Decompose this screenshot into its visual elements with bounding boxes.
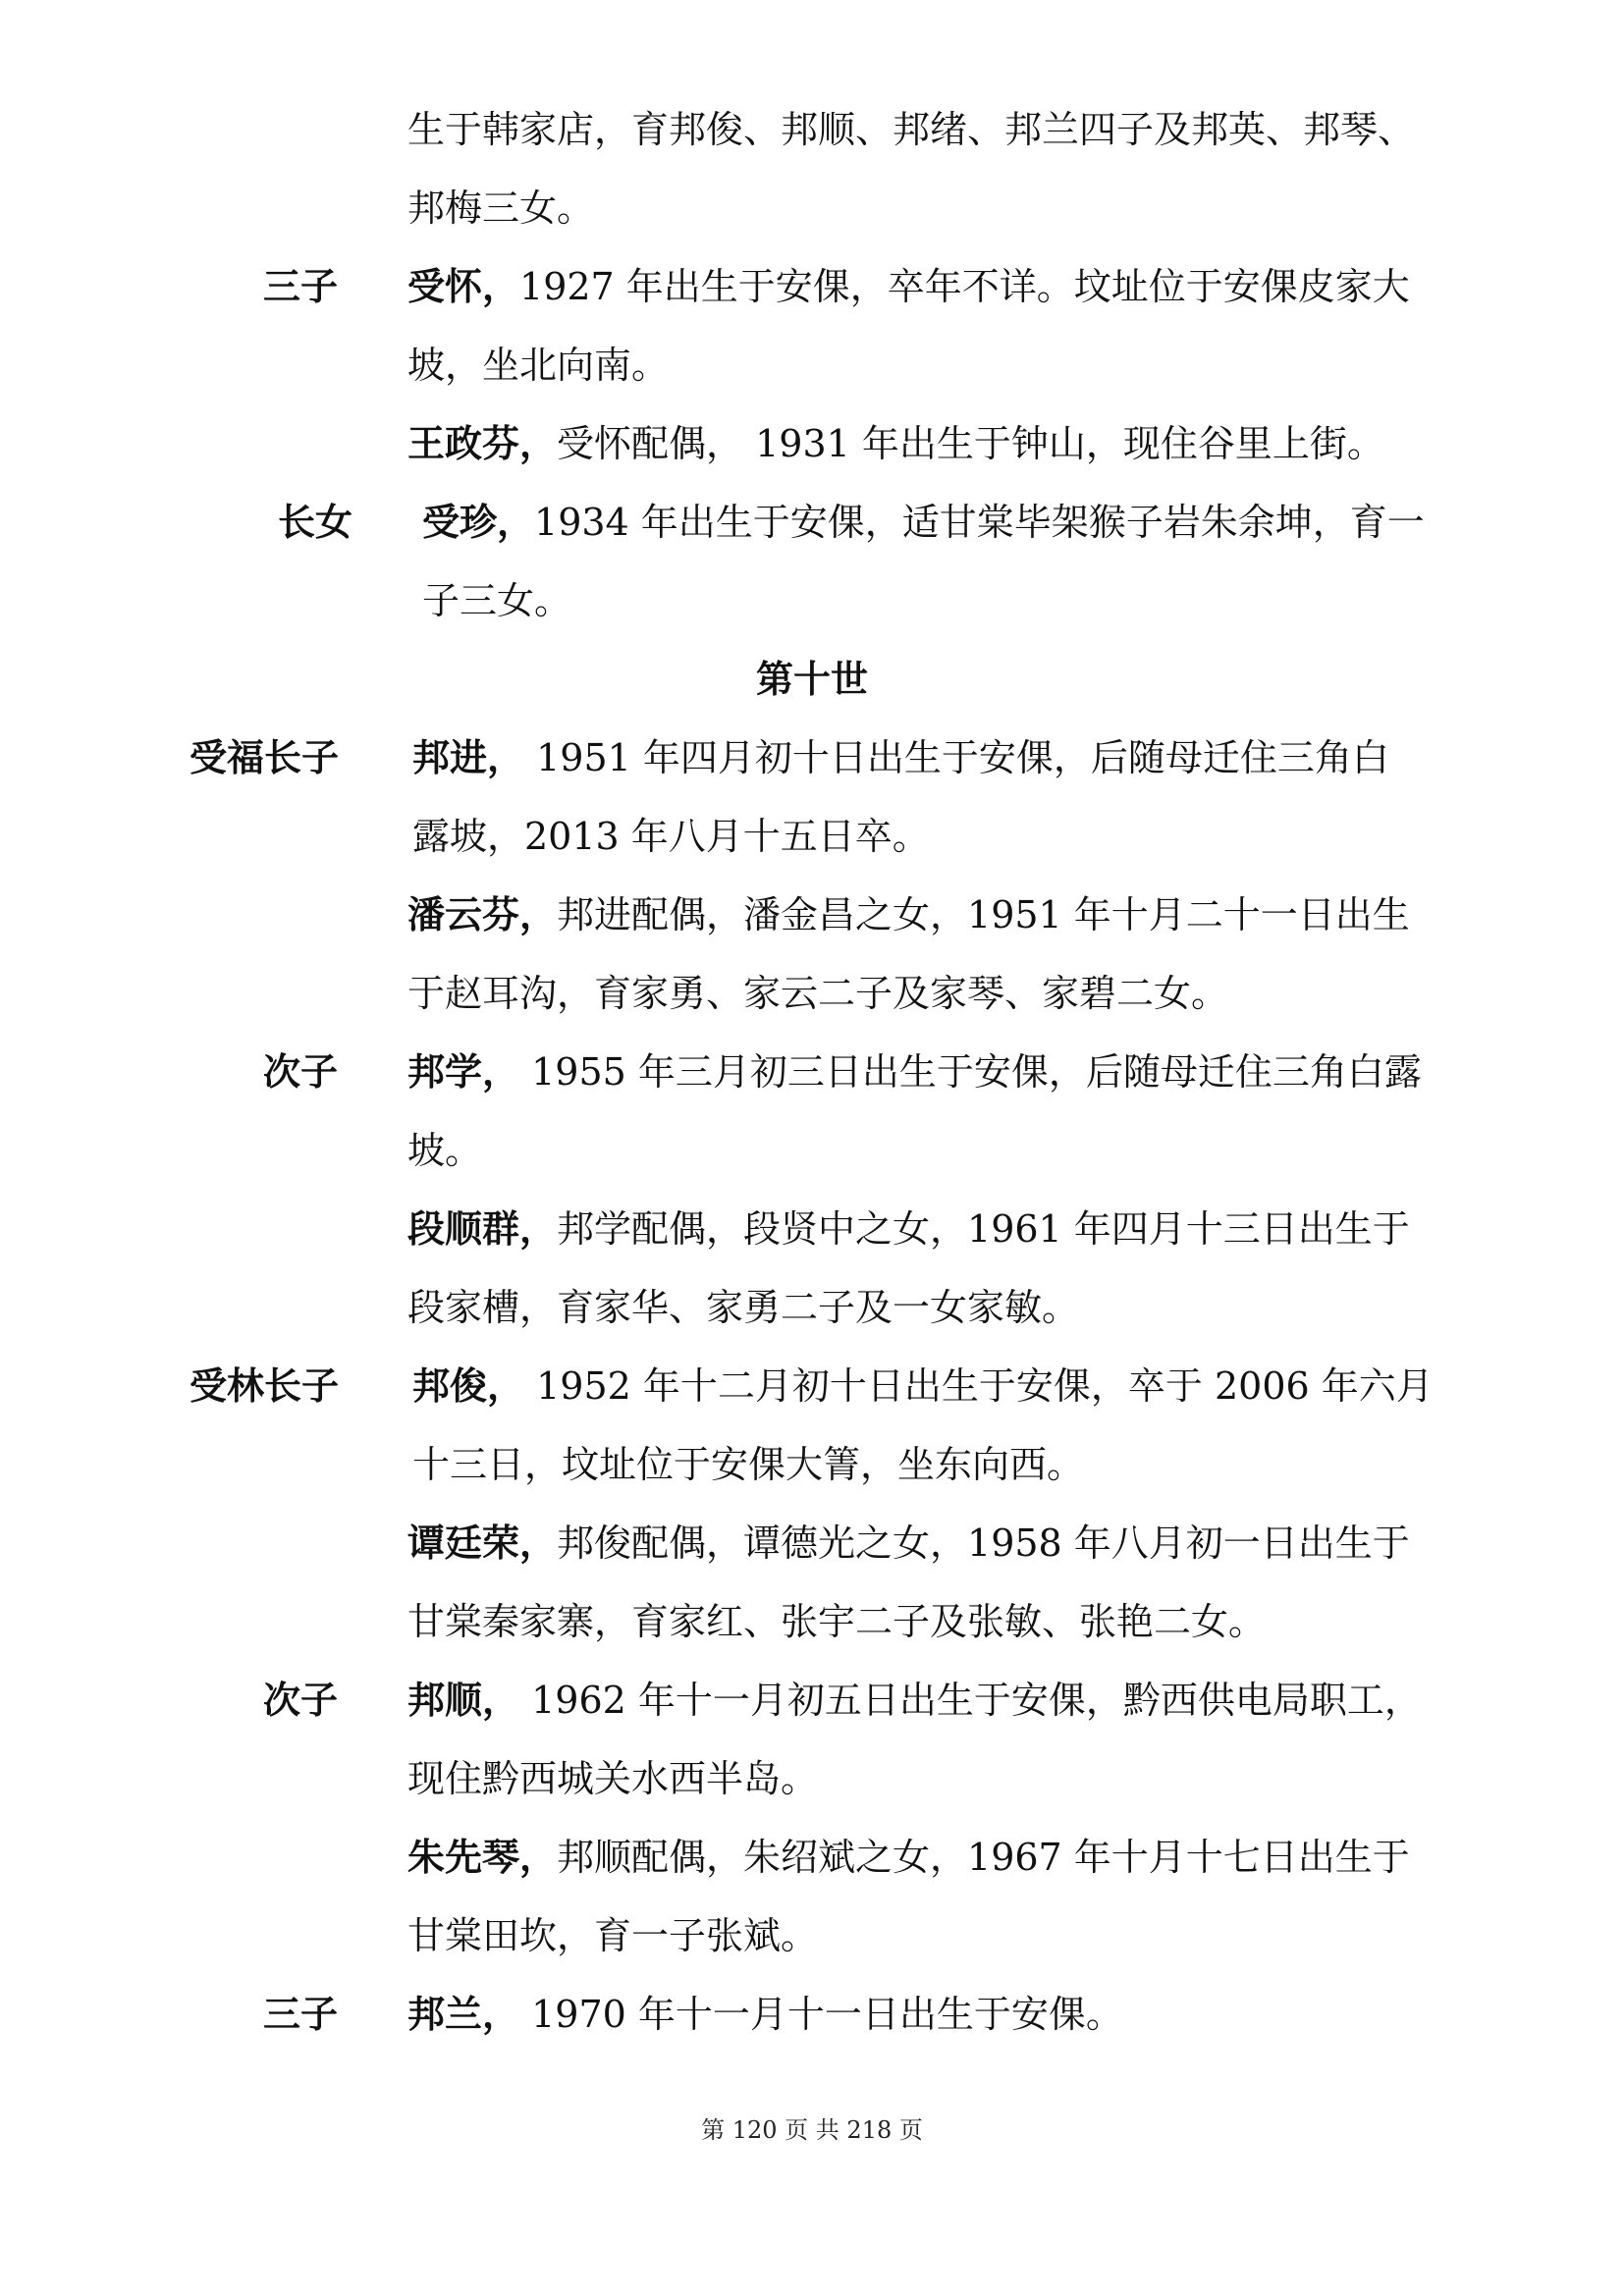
person-name: 邦兰，: [407, 1992, 520, 2036]
spouse-line: [0, 876, 1624, 954]
person-name: 邦学，: [407, 1049, 520, 1094]
person-name: 王政芬，: [407, 421, 558, 465]
text-line: [0, 561, 1624, 640]
person-name: 谭廷荣，: [407, 1521, 558, 1565]
relation-label: 受福长子: [189, 735, 340, 779]
entry-detail: 1951 年四月初十日出生于安倮，后随母迁住三角白: [524, 736, 1389, 779]
text-line: [0, 954, 1624, 1033]
spouse-line: [0, 1190, 1624, 1268]
person-name: 潘云芬，: [407, 892, 558, 936]
entry-text: [407, 1661, 1422, 1739]
spouse-line: [0, 1504, 1624, 1582]
relation-label: 长女: [278, 500, 353, 544]
relation-label: 次子: [263, 1049, 339, 1094]
text-line: [0, 1896, 1624, 1975]
entry-text: [407, 1975, 1123, 2054]
entry-text: [407, 404, 1384, 483]
line-text: 于赵耳沟，育家勇、家云二子及家琴、家碧二女。: [407, 972, 1229, 1015]
entry-detail: 1952 年十二月初十日出生于安倮，卒于 2006 年六月: [524, 1364, 1434, 1408]
line-text: 段家槽，育家华、家勇二子及一女家敏。: [407, 1286, 1080, 1329]
text-line: [0, 1425, 1624, 1504]
entry-text: [407, 1190, 1410, 1268]
spouse-line: [0, 404, 1624, 483]
entry-line: [0, 1661, 1624, 1739]
line-text: 露坡，2013 年八月十五日卒。: [412, 815, 930, 858]
line-text: 生于韩家店，育邦俊、邦顺、邦绪、邦兰四子及邦英、邦琴、: [407, 108, 1416, 151]
entry-text: [407, 247, 1410, 326]
person-name: 受怀，: [407, 264, 520, 308]
person-name: 邦顺，: [407, 1678, 520, 1722]
entry-detail: 1962 年十一月初五日出生于安倮，黔西供电局职工，: [519, 1679, 1422, 1722]
entry-detail: 受怀配偶， 1931 年出生于钟山，现住谷里上街。: [557, 422, 1384, 465]
person-name: 邦进，: [412, 735, 525, 779]
entry-text: [412, 1347, 1434, 1425]
page-footer: 第 120 页 共 218 页: [701, 2116, 923, 2144]
entry-text: [407, 1033, 1422, 1111]
entry-text: [407, 1818, 1410, 1896]
entry-detail: 1955 年三月初三日出生于安倮，后随母迁住三角白露: [519, 1050, 1422, 1094]
entry-text: [407, 876, 1410, 954]
line-text: 现住黔西城关水西半岛。: [407, 1757, 819, 1800]
person-name: 段顺群，: [407, 1206, 558, 1251]
entry-detail: 邦进配偶，潘金昌之女，1951 年十月二十一日出生: [557, 893, 1410, 936]
entry-line: [0, 247, 1624, 326]
text-line: [0, 326, 1624, 404]
entry-line: [0, 1347, 1624, 1425]
person-name: 受珍，: [422, 500, 535, 544]
text-line: [0, 90, 1624, 169]
line-text: 甘棠秦家寨，育家红、张宇二子及张敏、张艳二女。: [407, 1600, 1267, 1643]
line-text: 十三日，坟址位于安倮大箐，坐东向西。: [412, 1443, 1085, 1486]
line-text: 甘棠田坎，育一子张斌。: [407, 1914, 819, 1957]
entry-line: [0, 719, 1624, 797]
entry-text: [407, 1504, 1410, 1582]
text-line: [0, 1582, 1624, 1661]
entry-text: [412, 719, 1389, 797]
person-name: 朱先琴，: [407, 1835, 558, 1879]
relation-label: 次子: [263, 1678, 339, 1722]
text-line: [0, 1111, 1624, 1190]
spouse-line: [0, 1818, 1624, 1896]
entry-detail: 1934 年出生于安倮，适甘棠毕架猴子岩朱余坤，育一: [534, 501, 1425, 544]
text-line: [0, 797, 1624, 876]
person-name: 邦俊，: [412, 1363, 525, 1408]
entry-detail: 1970 年十一月十一日出生于安倮。: [519, 1993, 1123, 2036]
line-text: 邦梅三女。: [407, 187, 595, 230]
entry-line: [0, 483, 1624, 561]
entry-detail: 邦学配偶，段贤中之女，1961 年四月十三日出生于: [557, 1207, 1410, 1251]
relation-label: 三子: [263, 264, 339, 308]
text-line: [0, 169, 1624, 247]
entry-detail: 1927 年出生于安倮，卒年不详。坟址位于安倮皮家大: [519, 265, 1410, 308]
entry-line: [0, 1975, 1624, 2054]
line-text: 坡，坐北向南。: [407, 344, 670, 387]
generation-heading: 第十世: [755, 657, 868, 701]
entry-detail: 邦顺配偶，朱绍斌之女，1967 年十月十七日出生于: [557, 1836, 1410, 1879]
entry-line: [0, 1033, 1624, 1111]
entry-text: [422, 483, 1425, 561]
line-text: 子三女。: [422, 579, 572, 622]
relation-label: 三子: [263, 1992, 339, 2036]
text-line: [0, 1739, 1624, 1818]
line-text: 坡。: [407, 1129, 483, 1172]
relation-label: 受林长子: [189, 1363, 340, 1408]
text-line: [0, 1268, 1624, 1347]
entry-detail: 邦俊配偶，谭德光之女，1958 年八月初一日出生于: [557, 1522, 1410, 1565]
